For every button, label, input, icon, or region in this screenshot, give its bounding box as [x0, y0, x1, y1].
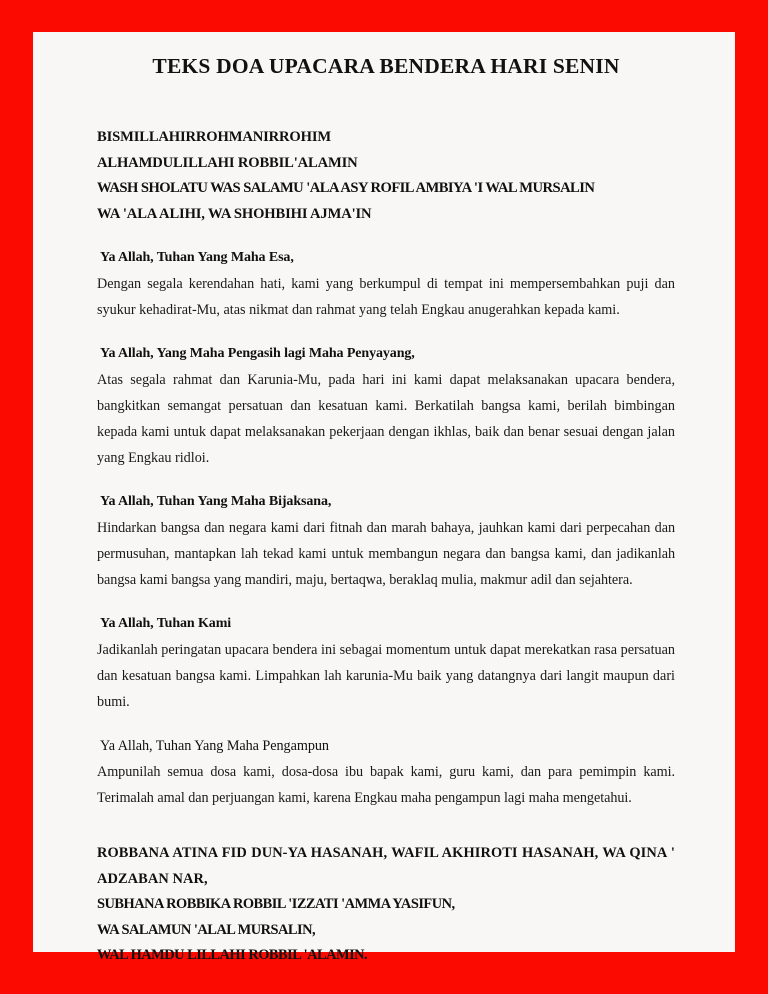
prayer-section-1-body: Dengan segala kerendahan hati, kami yang berkumpul di tempat ini mempersembahkan puji dan syukur kehadirat-Mu, atas nikmat dan rahmat yang telah Engkau anugerahkan kepada kami. [97, 276, 675, 318]
prayer-section-2-body: Atas segala rahmat dan Karunia-Mu, pada hari ini kami dapat melaksanakan upacara bendera, bangkitkan semangat persatuan dan kesatuan kami. Berkatilah bangsa kami, berilah bimbingan kepada kami untuk dapat melaksanakan pekerjaan dengan ikhlas, baik dan benar sesuai dengan jalan yang Engkau ridloi. [97, 372, 675, 466]
opening-line-1: BISMILLAHIRROHMANIRROHIM [97, 129, 331, 145]
prayer-section-5-body: Ampunilah semua dosa kami, dosa-dosa ibu bapak kami, guru kami, dan para pemimpin kami. Terimalah amal dan perjuangan kami, karena Engkau maha pengampun lagi maha mengetahui. [97, 764, 675, 806]
closing-line-3: WA SALAMUN 'ALAL MURSALIN, [97, 921, 316, 938]
opening-line-2: ALHAMDULILLAHI ROBBIL'ALAMIN [97, 154, 358, 171]
prayer-section-2 [97, 343, 675, 471]
prayer-section-3 [97, 491, 675, 593]
opening-line-4: WA 'ALA ALIHI, WA SHOHBIHI AJMA'IN [97, 205, 372, 222]
closing-supplication-block [97, 841, 675, 969]
page-title: TEKS DOA UPACARA BENDERA HARI SENIN [152, 54, 620, 78]
prayer-section-5-heading: Ya Allah, Tuhan Yang Maha Pengampun [100, 738, 329, 754]
document-content [33, 32, 735, 963]
prayer-section-2-heading: Ya Allah, Yang Maha Pengasih lagi Maha Penyayang, [100, 346, 415, 361]
prayer-section-5 [97, 735, 675, 811]
closing-line-4: WAL HAMDU LILLAHI ROBBIL 'ALAMIN. [97, 947, 368, 963]
prayer-section-4-body: Jadikanlah peringatan upacara bendera ini sebagai momentum untuk dapat merekatkan rasa persatuan dan kesatuan bangsa kami. Limpahkan lah karunia-Mu baik yang datangnya dari langit maupun dari bumi. [97, 642, 675, 710]
prayer-section-1-heading: Ya Allah, Tuhan Yang Maha Esa, [100, 250, 294, 265]
closing-line-1: ROBBANA ATINA FID DUN-YA HASANAH, WAFIL AKHIROTI HASANAH, WA QINA ' ADZABAN NAR, [97, 845, 675, 887]
opening-line-3: WASH SHOLATU WAS SALAMU 'ALA ASY ROFIL AMBIYA 'I WAL MURSALIN [97, 180, 595, 196]
prayer-section-1 [97, 247, 675, 323]
document-sheet [33, 32, 735, 963]
closing-line-2: SUBHANA ROBBIKA ROBBIL 'IZZATI 'AMMA YASIFUN, [97, 896, 455, 912]
opening-invocation-block [97, 125, 675, 227]
prayer-section-4-heading: Ya Allah, Tuhan Kami [100, 616, 232, 631]
prayer-section-4 [97, 613, 675, 715]
prayer-section-3-heading: Ya Allah, Tuhan Yang Maha Bijaksana, [100, 494, 332, 509]
prayer-section-3-body: Hindarkan bangsa dan negara kami dari fitnah dan marah bahaya, jauhkan kami dari perpecahan dan permusuhan, mantapkan lah tekad kami untuk membangun negara dan bangsa kami, dan jadikanlah bangsa kami bangsa yang mandiri, maju, bertaqwa, beraklaq mulia, makmur adil dan sejahtera. [97, 520, 675, 588]
